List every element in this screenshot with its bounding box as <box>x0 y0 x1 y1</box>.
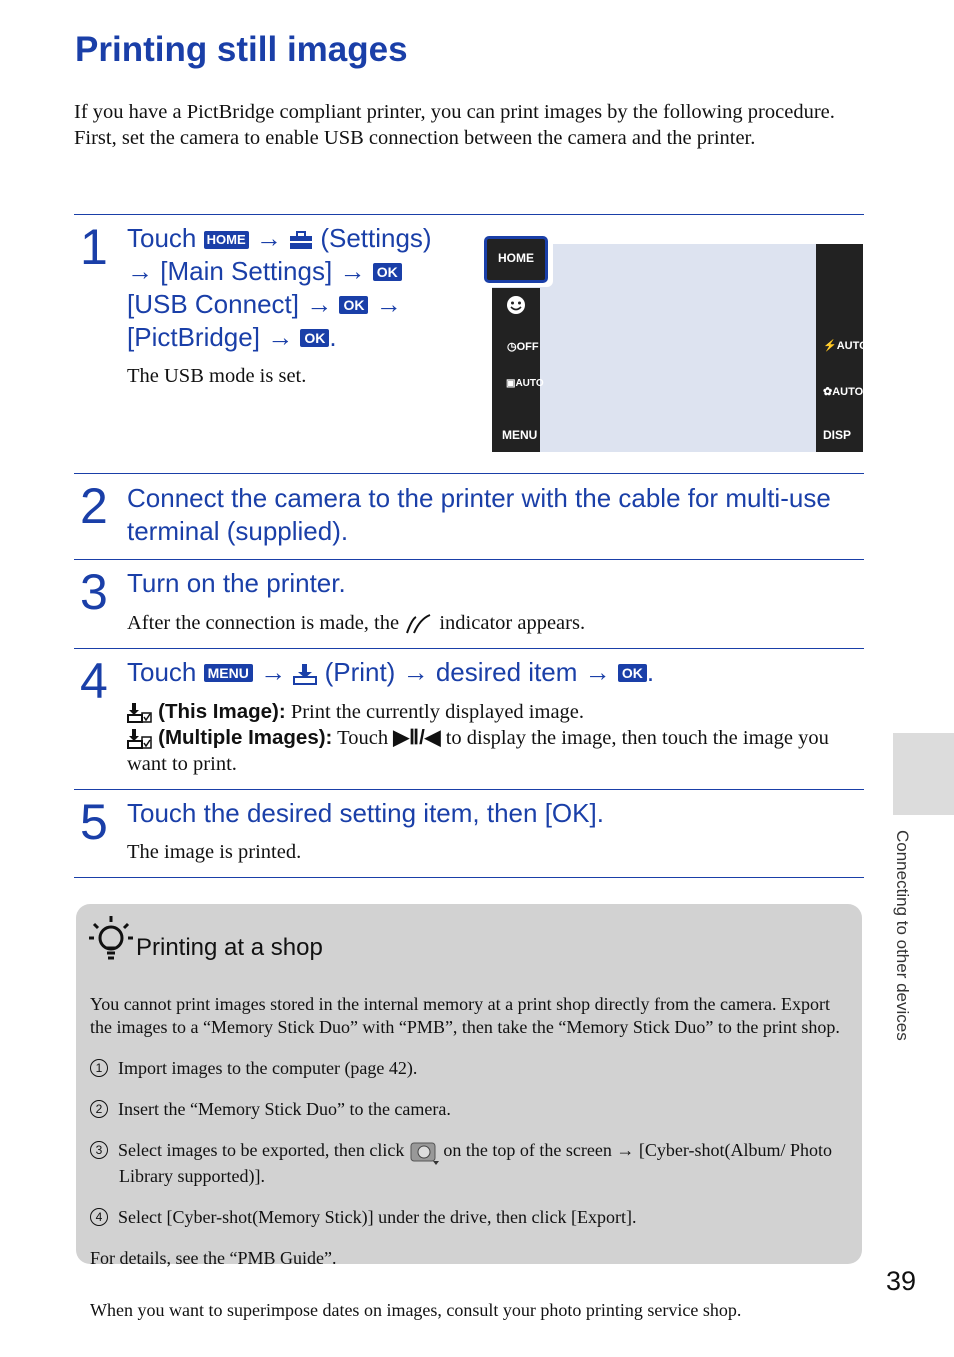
step-3-heading: Turn on the printer. <box>127 568 346 598</box>
hint-content <box>90 975 850 1340</box>
step-1-heading: Touch HOME → (Settings) → [Main Settings] → OK [USB Connect] → OK → [PictBridge] → OK . <box>127 223 432 352</box>
hint-final: When you want to superimpose dates on images, consult your photo printing service shop. <box>90 1300 742 1320</box>
pictbridge-connection-icon <box>404 613 434 635</box>
print-icon <box>293 663 317 685</box>
ok-icon: OK <box>339 296 368 314</box>
export-camera-icon <box>409 1139 439 1165</box>
print-multiple-icon <box>127 728 153 750</box>
step-4-body <box>127 699 862 777</box>
step-3-number: 3 <box>80 564 108 620</box>
intro-line-2: First, set the camera to enable USB connection between the camera and the printer. <box>74 127 756 149</box>
lightbulb-hint-icon <box>88 914 134 968</box>
flash-auto-icon[interactable]: ⚡AUTO <box>823 340 868 352</box>
ok-icon: OK <box>300 329 329 347</box>
step-5-number: 5 <box>80 794 108 850</box>
step-2-heading: Connect the camera to the printer with the cable for multi-use terminal (supplied). <box>127 483 831 546</box>
page-number: 39 <box>886 1266 917 1296</box>
menu-button[interactable]: MENU <box>502 428 538 442</box>
hint-details: For details, see the “PMB Guide”. <box>90 1248 337 1268</box>
side-tab <box>893 733 954 815</box>
scene-auto-icon[interactable]: ▣AUTO <box>506 378 544 389</box>
divider <box>74 789 864 790</box>
macro-auto-icon[interactable]: ✿AUTO <box>823 386 864 398</box>
divider <box>74 877 864 878</box>
hint-title: Printing at a shop <box>136 934 323 961</box>
page-title: Printing still images <box>75 30 408 69</box>
this-image-line: (This Image): Print the currently displayed image. <box>127 699 862 725</box>
side-label: Connecting to other devices <box>893 830 912 1041</box>
play-pause-prev-icon: ▶Ⅱ/◀ <box>393 726 441 749</box>
divider <box>74 214 864 215</box>
step-1-number: 1 <box>80 219 108 275</box>
ok-icon: OK <box>618 664 647 682</box>
step-2-number: 2 <box>80 478 108 534</box>
intro-line-1: If you have a PictBridge compliant printer, you can print images by the following procedure. <box>74 101 835 123</box>
step-3-body: After the connection is made, the indicator appears. <box>127 612 586 634</box>
divider <box>74 648 864 649</box>
hint-step-3: 3 Select images to be exported, then click on the top of the screen → [Cyber-shot(Album/ Photo Library supported)]. <box>90 1139 850 1188</box>
intro-text <box>74 99 844 151</box>
settings-toolbox-icon <box>289 230 313 250</box>
step-1-body: The USB mode is set. <box>127 365 307 387</box>
step-5-body: The image is printed. <box>127 841 302 863</box>
disp-button[interactable]: DISP <box>823 428 852 442</box>
hint-step-1: 1 Import images to the computer (page 42). <box>90 1057 850 1080</box>
hint-paragraph: You cannot print images stored in the internal memory at a print shop directly from the camera. Export the images to a “Memory Stick Duo” with “PMB”, then take the “Memory Stick Duo” to the print shop. <box>90 994 840 1037</box>
divider <box>74 473 864 474</box>
home-icon: HOME <box>204 231 249 249</box>
hint-step-2: 2 Insert the “Memory Stick Duo” to the camera. <box>90 1098 850 1121</box>
ok-icon: OK <box>373 263 402 281</box>
divider <box>74 559 864 560</box>
step-4-heading: Touch MENU → (Print) → desired item → OK . <box>127 657 655 687</box>
home-button[interactable] <box>484 236 548 283</box>
print-single-icon <box>127 702 153 724</box>
menu-icon: MENU <box>204 664 253 682</box>
home-button-label: HOME <box>498 251 534 265</box>
self-timer-off-icon[interactable]: ◷OFF <box>507 341 539 353</box>
smile-icon[interactable] <box>505 294 527 316</box>
multiple-images-line: (Multiple Images): Touch ▶Ⅱ/◀ to display the image, then touch the image you want to print. <box>127 726 829 775</box>
hint-step-4: 4 Select [Cyber-shot(Memory Stick)] under the drive, then click [Export]. <box>90 1206 850 1229</box>
step-5-heading: Touch the desired setting item, then [OK]. <box>127 798 604 828</box>
step-4-number: 4 <box>80 653 108 709</box>
